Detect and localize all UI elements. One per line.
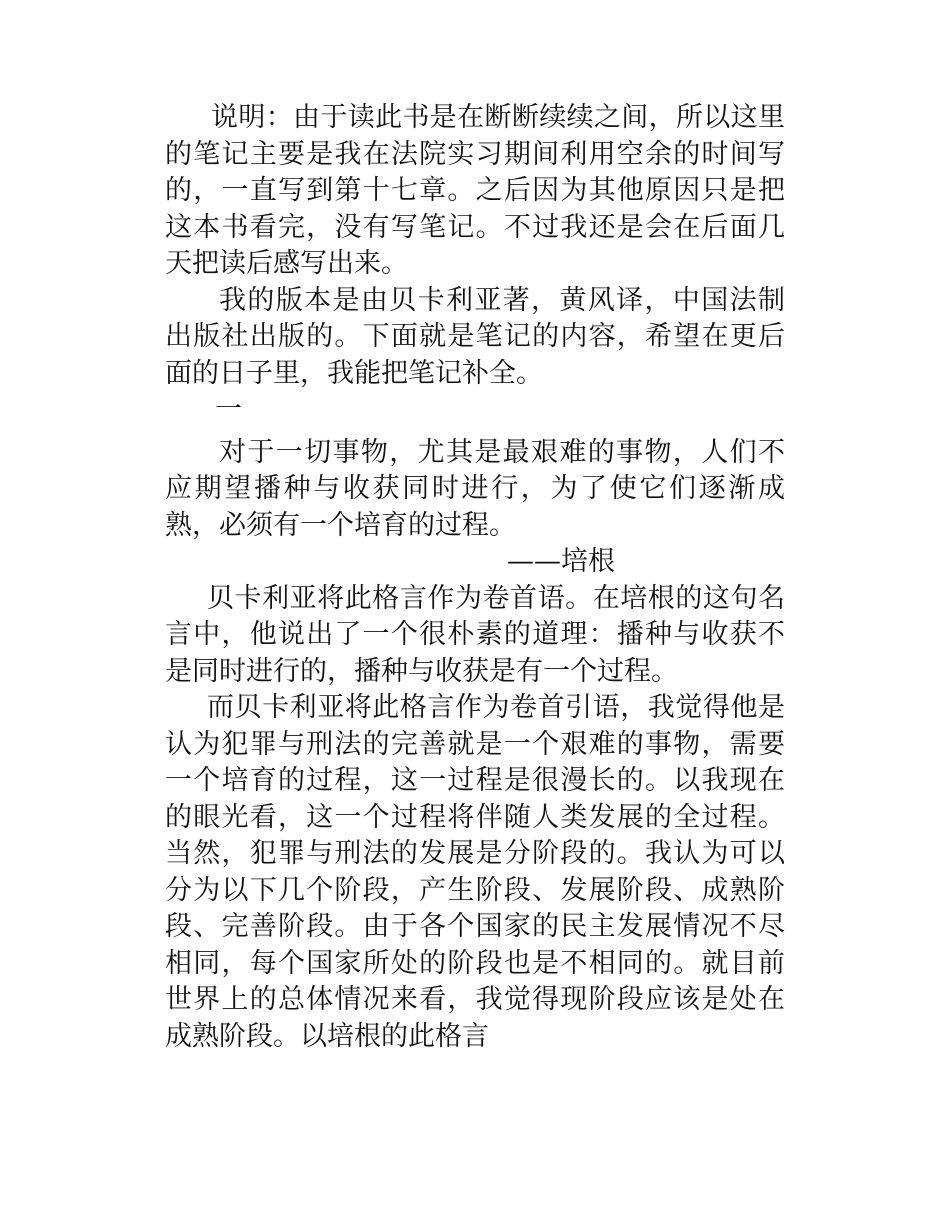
- document-body: [165, 100, 785, 1055]
- chapter-heading: 一: [215, 394, 242, 425]
- body-paragraph: 而贝卡利亚将此格言作为卷首引语，我觉得他是认为犯罪与刑法的完善就是一个艰难的事物，需要一个培育的过程，这一过程是很漫长的。以我现在的眼光看，这一个过程将伴随人类发展的全过程。当然，犯罪与刑法的发展是分阶段的。我认为可以分为以下几个阶段，产生阶段、发展阶段、成熟阶段、完善阶段。由于各个国家的民主发展情况不尽相同，每个国家所处的阶段也是不相同的。就目前世界上的总体情况来看，我觉得现阶段应该是处在成熟阶段。以培根的此格言: [165, 692, 785, 1052]
- intro-note-paragraph: 说明：由于读此书是在断断续续之间，所以这里的笔记主要是我在法院实习期间利用空余的时间写的，一直写到第十七章。之后因为其他原因只是把这本书看完，没有写笔记。不过我还是会在后面几天把读后感写出来。: [165, 102, 785, 279]
- epigraph-quote: 对于一切事物，尤其是最艰难的事物，人们不应期望播种与收获同时进行，为了使它们逐渐成熟，必须有一个培育的过程。: [165, 436, 785, 541]
- body-paragraph: 贝卡利亚将此格言作为卷首语。在培根的这句名言中，他说出了一个很朴素的道理：播种与收获不是同时进行的，播种与收获是有一个过程。: [165, 582, 785, 687]
- edition-paragraph: 我的版本是由贝卡利亚著，黄风译，中国法制出版社出版的。下面就是笔记的内容，希望在更后面的日子里，我能把笔记补全。: [165, 284, 785, 389]
- epigraph-attribution: ——培根: [507, 546, 615, 577]
